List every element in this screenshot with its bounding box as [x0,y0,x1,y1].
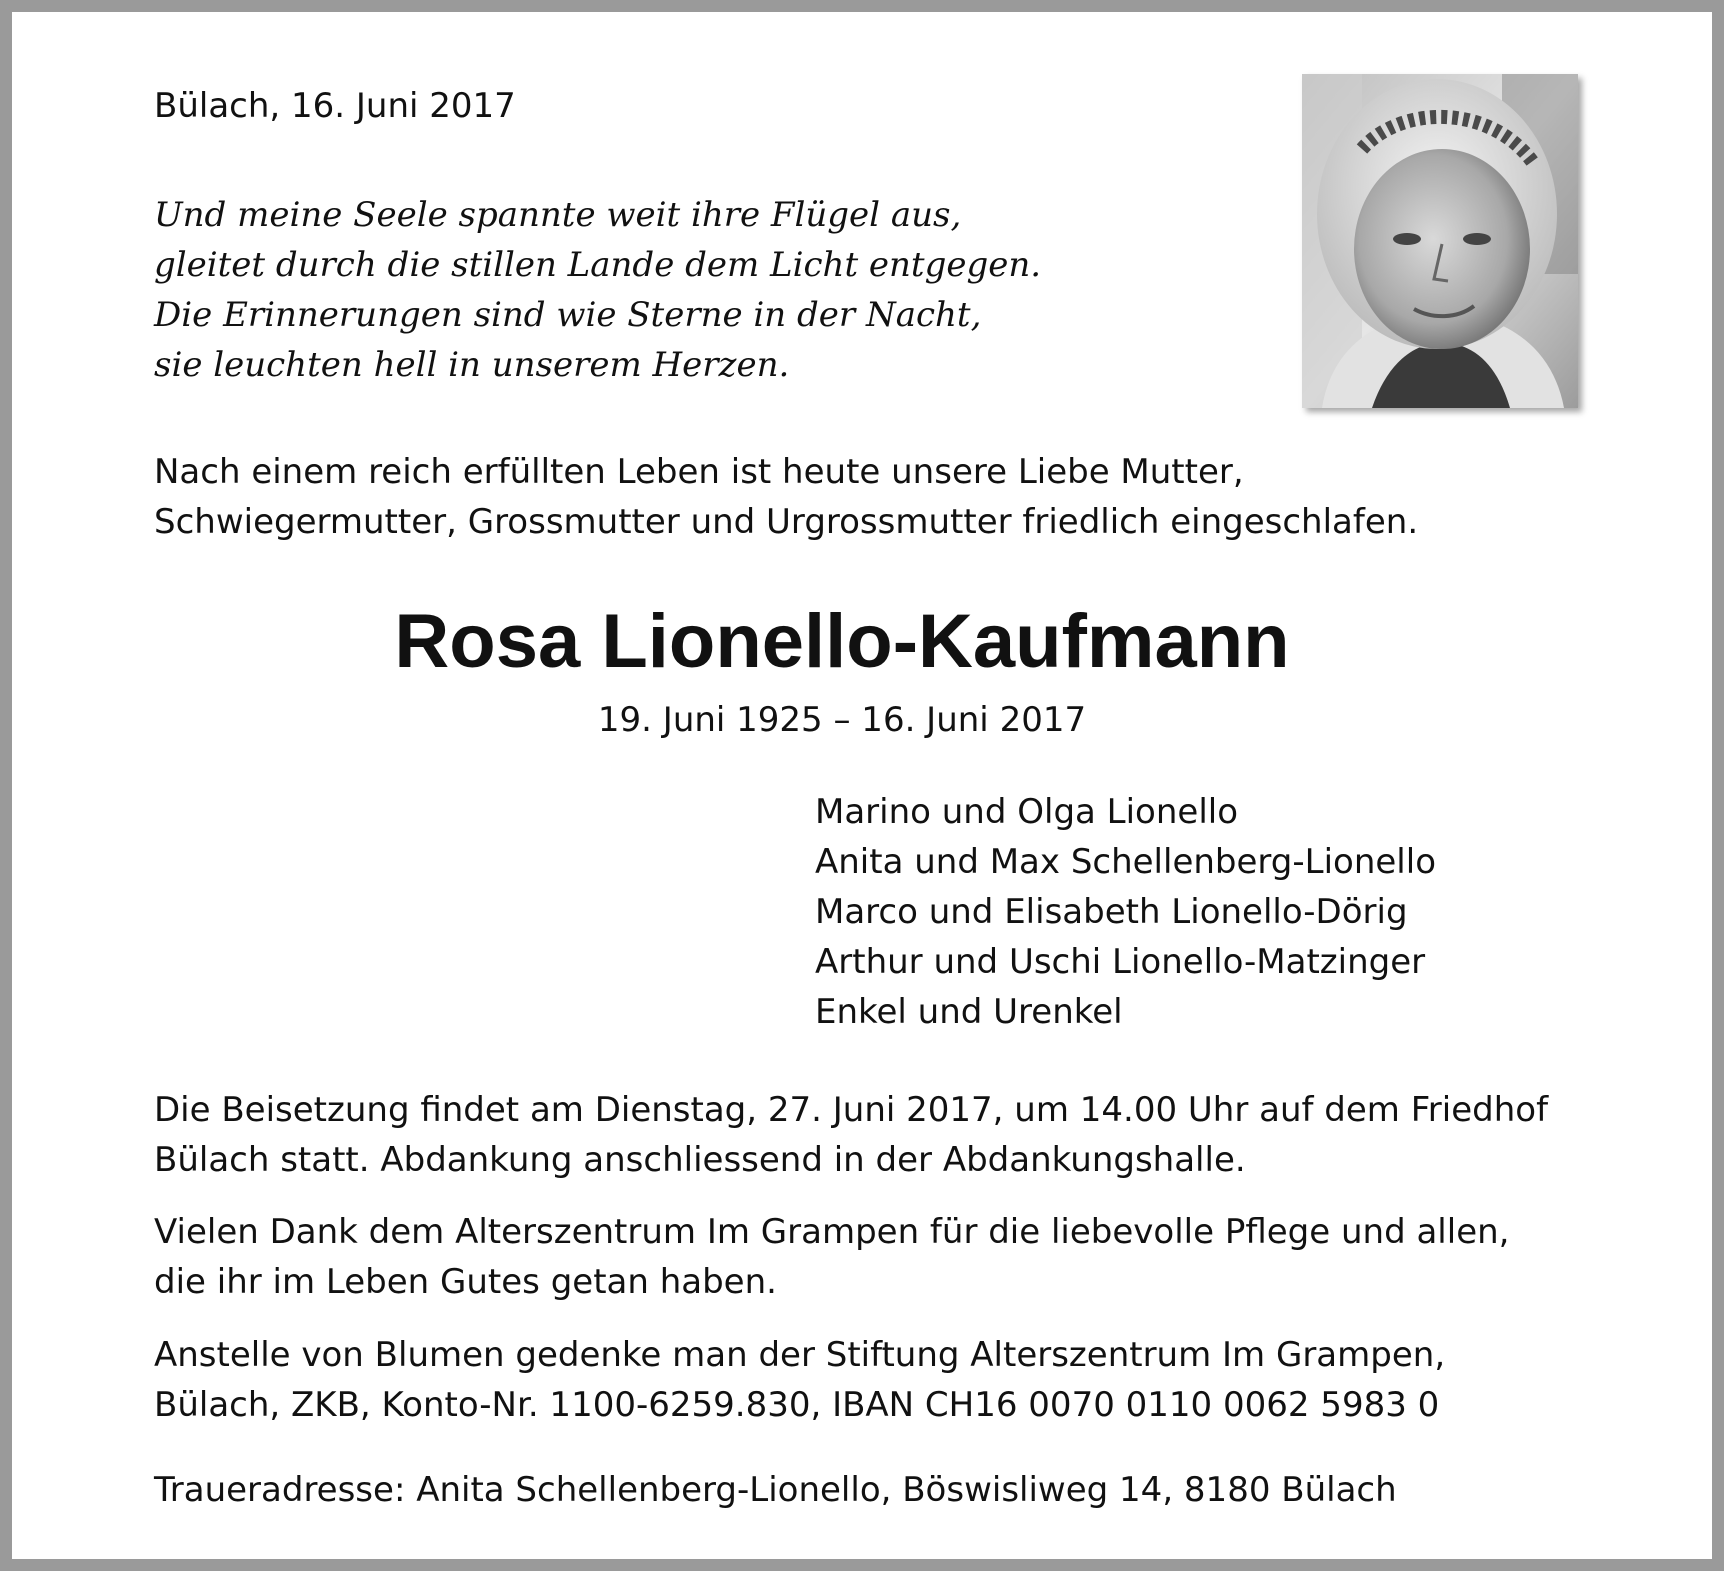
mourner: Enkel und Urenkel [815,992,1123,1032]
poem [154,190,1041,390]
thanks-line: die ihr im Leben Gutes getan haben. [154,1262,777,1302]
poem-line: sie leuchten hell in unserem Herzen. [154,345,790,385]
address-paragraph [154,1465,1397,1515]
intro-line: Nach einem reich erfüllten Leben ist heute unsere Liebe Mutter, [154,452,1244,492]
poem-line: Und meine Seele spannte weit ihre Flügel aus, [154,195,962,235]
poem-line: gleitet durch die stillen Lande dem Licht entgegen. [154,245,1042,285]
burial-paragraph [154,1085,1548,1185]
intro-text [154,447,1418,547]
burial-line: Die Beisetzung findet am Dienstag, 27. Juni 2017, um 14.00 Uhr auf dem Friedhof [154,1090,1549,1130]
burial-line: Bülach statt. Abdankung anschliessend in der Abdankungshalle. [154,1140,1246,1180]
thanks-paragraph [154,1207,1509,1307]
donation-line: Anstelle von Blumen gedenke man der Stiftung Alterszentrum Im Grampen, [154,1335,1446,1375]
mourner: Marco und Elisabeth Lionello-Dörig [815,892,1408,932]
donation-paragraph [154,1330,1445,1430]
deceased-name: Rosa Lionello-Kaufmann [394,599,1290,684]
thanks-line: Vielen Dank dem Alterszentrum Im Grampen für die liebevolle Pflege und allen, [154,1212,1510,1252]
mourner: Arthur und Uschi Lionello-Matzinger [815,942,1426,982]
donation-line: Bülach, ZKB, Konto-Nr. 1100-6259.830, IBAN CH16 0070 0110 0062 5983 0 [154,1385,1440,1425]
mourner: Marino und Olga Lionello [815,792,1239,832]
address-line: Traueradresse: Anita Schellenberg-Lionello, Böswisliweg 14, 8180 Bülach [154,1470,1397,1510]
poem-line: Die Erinnerungen sind wie Sterne in der Nacht, [154,295,982,335]
dateline: Bülach, 16. Juni 2017 [154,86,516,126]
lifespan: 19. Juni 1925 – 16. Juni 2017 [597,700,1087,740]
portrait-photo [1302,74,1578,408]
mourner: Anita und Max Schellenberg-Lionello [815,842,1436,882]
intro-line: Schwiegermutter, Grossmutter und Urgrossmutter friedlich eingeschlafen. [154,502,1419,542]
mourners-list [815,787,1436,1037]
